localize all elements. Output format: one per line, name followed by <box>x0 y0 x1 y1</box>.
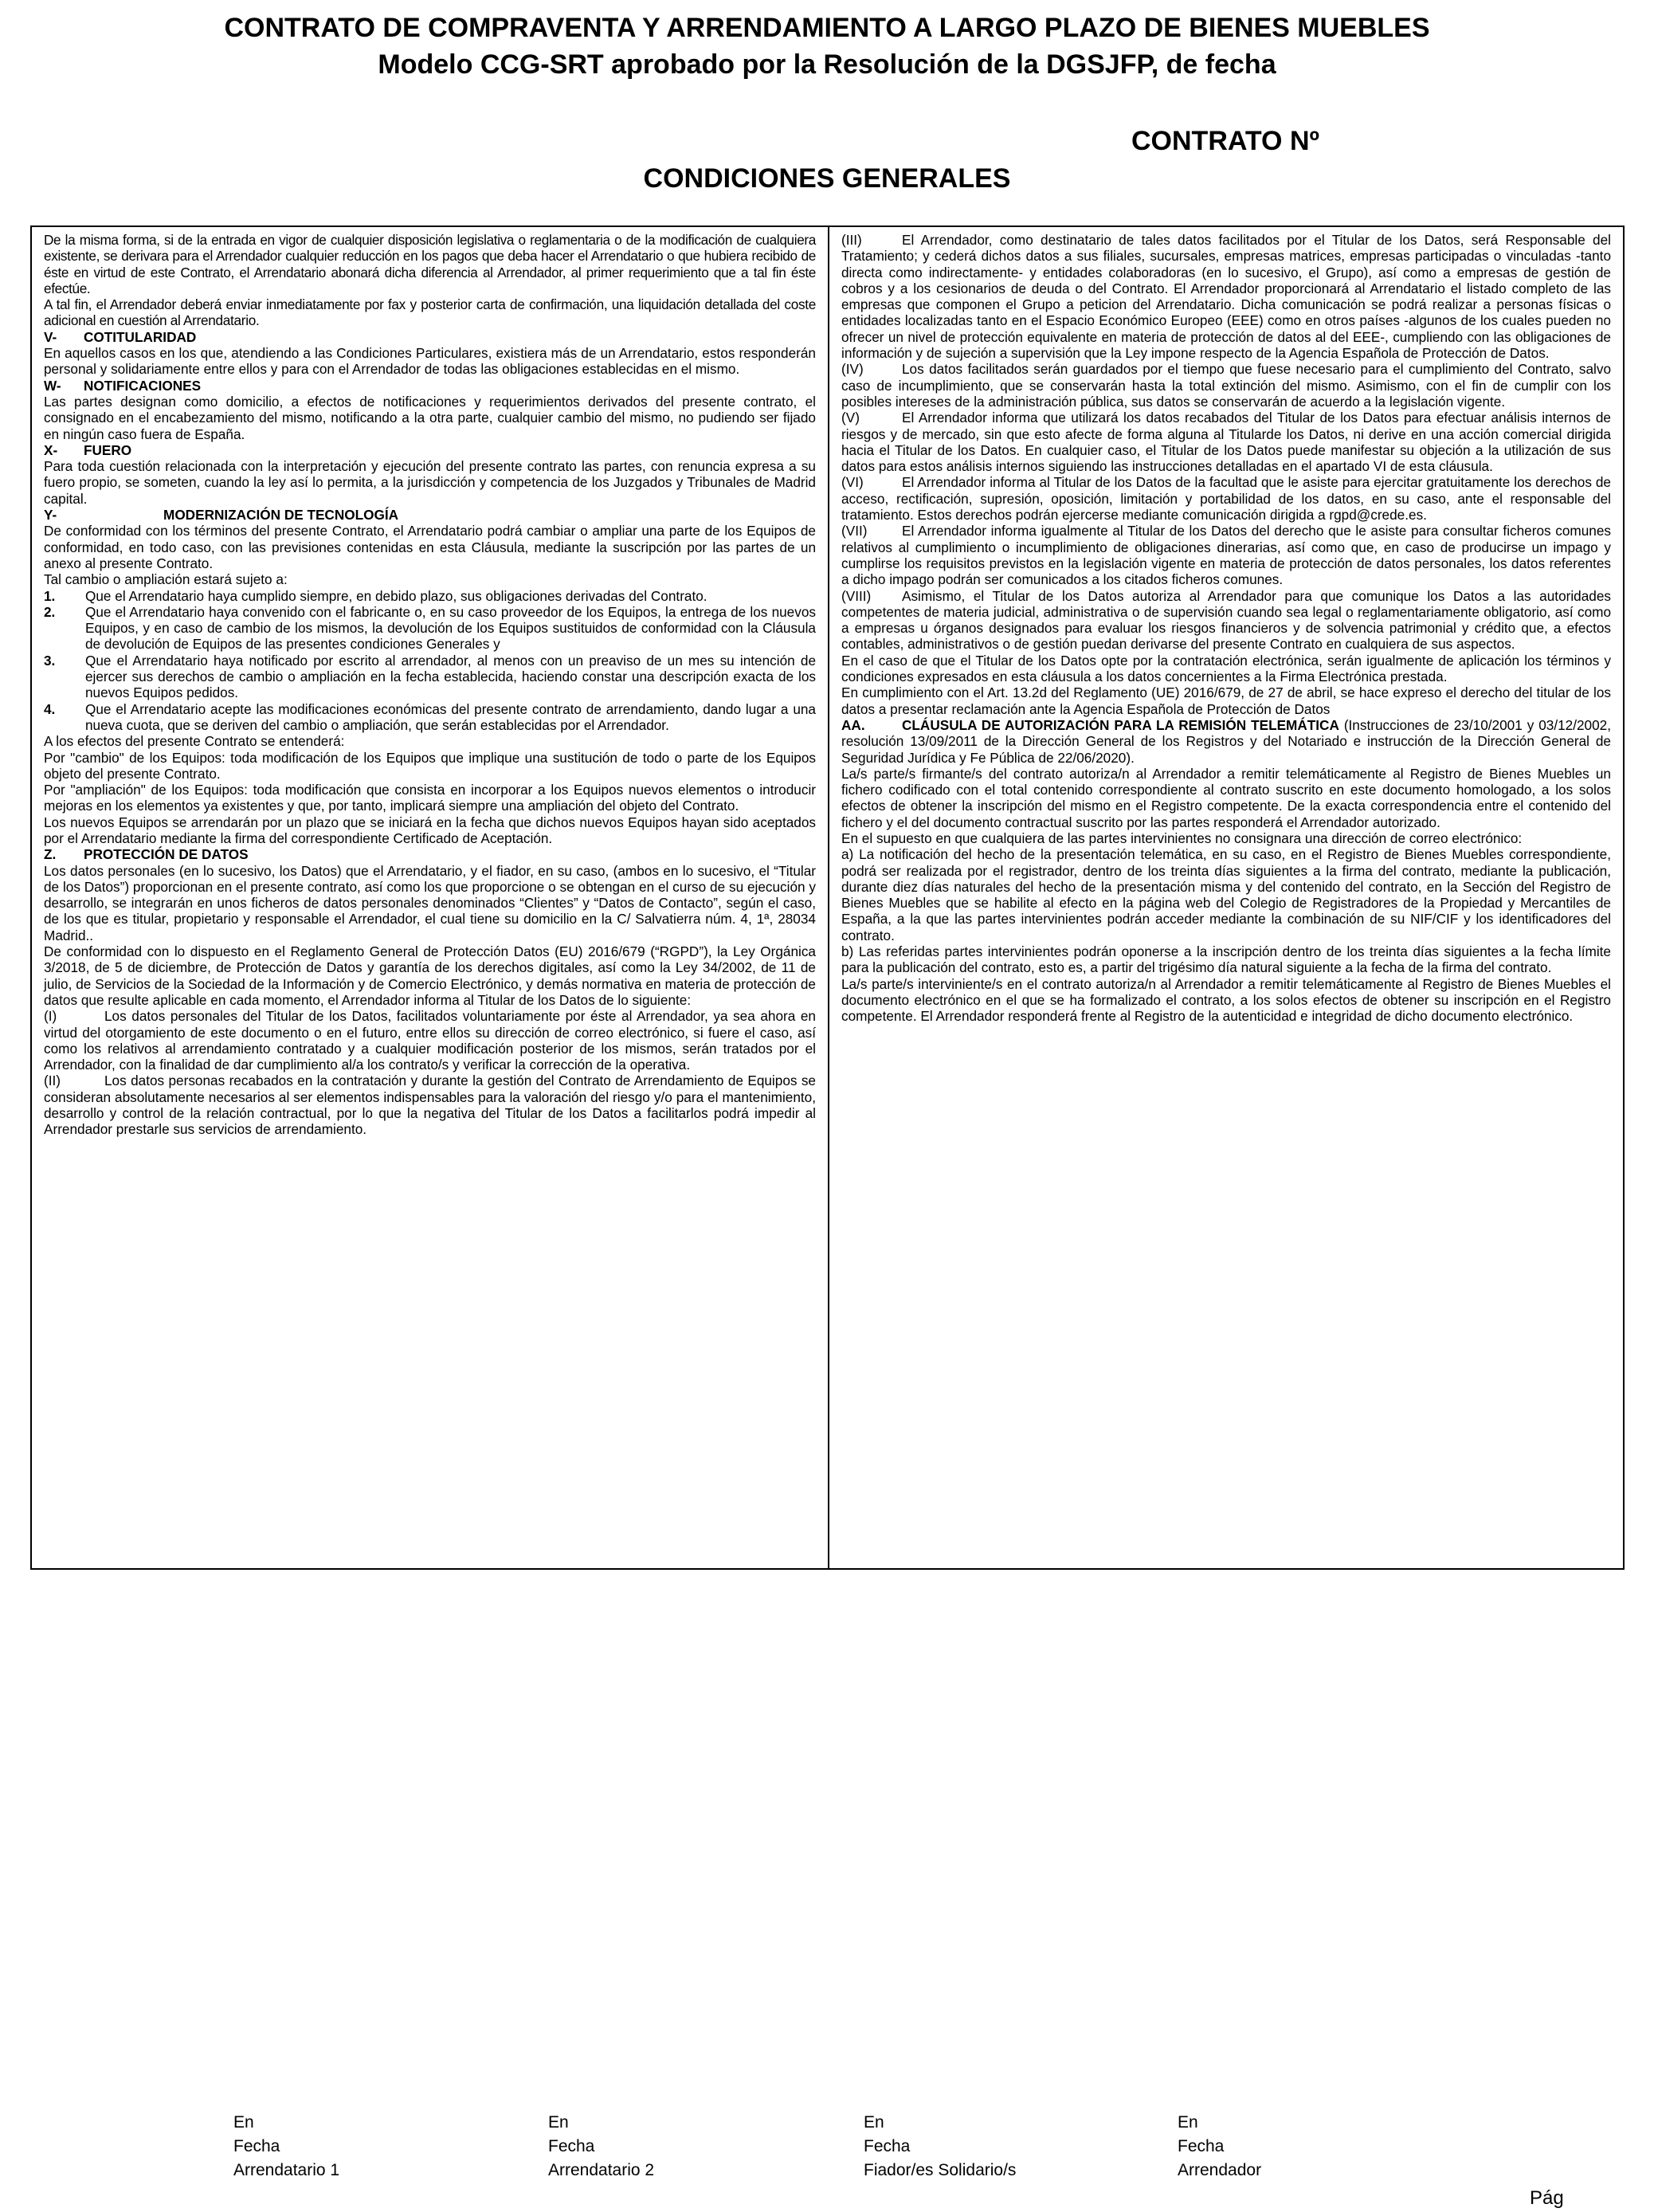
document-subtitle: Modelo CCG-SRT aprobado por la Resolución de la DGSJFP, de fecha <box>378 49 1276 80</box>
left-column <box>32 227 829 1568</box>
paragraph: Para toda cuestión relacionada con la interpretación y ejecución del presente contrato las partes, con renuncia expresa a su fuero propio, se someten, cuando la ley así lo permita, a la jurisdicción y competencia de los Juzgados y Tribunales de Madrid capital. <box>44 458 816 507</box>
contract-number-label: CONTRATO Nº <box>1131 126 1319 156</box>
paragraph: A los efectos del presente Contrato se entenderá: <box>44 733 345 750</box>
paragraph: En cumplimiento con el Art. 13.2d del Reglamento (UE) 2016/679, de 27 de abril, se hace expreso el derecho del titular de los datos a presentar reclamación ante la Agencia Española de Protección de Datos <box>841 684 1611 717</box>
paragraph: De la misma forma, si de la entrada en vigor de cualquier disposición legislativa o reglamentaria o de la modificación de cualquiera existente, se derivara para el Arrendador cualquier reducción en los pagos que deba hacer el Arrendatario o que hubiera recibido de éste en virtud de este Contrato, el Arrendatario abonará dicha diferencia al Arrendador, al primer requerimiento que a tal fin éste efectúe. <box>44 232 816 296</box>
paragraph: Por "cambio" de los Equipos: toda modificación de los Equipos que implique una sustitución de todo o parte de los Equipos objeto del presente Contrato. <box>44 749 816 782</box>
page-number: Pág <box>1530 2187 1564 2209</box>
document-title: CONTRATO DE COMPRAVENTA Y ARRENDAMIENTO A LARGO PLAZO DE BIENES MUEBLES <box>224 13 1430 43</box>
roman-item: (III) El Arrendador, como destinatario de tales datos facilitados por el Titular de los Datos, será Responsable del Tratamiento; y cederá dichos datos a sus filiales, sucursales, empresas matrices, empresas participadas o vinculadas -tanto directa como indirectamente- y entidades colaboradoras (en lo sucesivo, el Grupo), así como a empresas de gestión de cobros y a los cesionarios de deuda o del Contrato. El Arrendador proporcionará al Arrendatario el listado completo de las empresas que componen el Grupo a peticion del Arrendatario. Dicha comunicación se podrá realizar a personas físicas o entidades localizadas tanto en el Espacio Económico Europeo (EEE) como en otros países -algunos de los cuales pueden no ofrecer un nivel de protección equivalente en materia de protección de datos al del EEE-, cumpliendo con las obligaciones de información y de sujeción a supervisión que la Ley impone respecto de la Agencia Española de Protección de Datos. <box>841 232 1611 362</box>
roman-item: (V) El Arrendador informa que utilizará los datos recabados del Titular de los Datos para efectuar análisis internos de riesgos y de mercado, sin que esto afecte de forma alguna al Titularde los Datos, ni derive en una acción comercial dirigida hacia el Titular de los Datos. En cualquier caso, el Titular de los Datos puede manifestar su objeción a la utilización de sus datos para estos análisis internos siguiendo las instrucciones detalladas en el apartado VI de esta cláusula. <box>841 410 1611 475</box>
right-column <box>829 227 1623 1568</box>
paragraph: Los nuevos Equipos se arrendarán por un plazo que se iniciará en la fecha que dichos nuevos Equipos hayan sido aceptados por el Arrendatario mediante la firma del correspondiente Certificado de Aceptación. <box>44 814 816 846</box>
signature-block-arrendatario-2: En Fecha Arrendatario 2 <box>548 2113 655 2179</box>
list-item: 3. Que el Arrendatario haya notificado por escrito al arrendador, al menos con un preaviso de un mes su intención de ejercer sus derechos de cambio o ampliación en la fecha establecida, haciendo constar una descripción exacta de los nuevos Equipos pedidos. <box>44 652 816 701</box>
signature-block-arrendador: En Fecha Arrendador <box>1178 2113 1262 2179</box>
paragraph: De conformidad con los términos del presente Contrato, el Arrendatario podrá cambiar o ampliar una parte de los Equipos de conformidad, en todo caso, con las previsiones contenidas en esta Cláusula, mediante la suscripción por las partes de un anexo al presente Contrato. <box>44 523 816 571</box>
signature-block-fiador: En Fecha Fiador/es Solidario/s <box>864 2113 1017 2179</box>
conditions-box <box>30 226 1625 1570</box>
roman-item: (VIII) Asimismo, el Titular de los Datos autoriza al Arrendador para que comunique los Datos a las autoridades competentes de materia judicial, administrativa o de supervisión cuando sea legal o reglamentariamente obligatorio, así como a empresas u órganos designados para evaluar los riesgos financieros y de solvencia patrimonial y crédito que, a efectos contables, administrativos o de gestión puedan derivarse del presente Contrato en cualquiera de sus aspectos. <box>841 587 1611 653</box>
list-item: 4. Que el Arrendatario acepte las modificaciones económicas del presente contrato de arrendamiento, dando lugar a una nueva cuota, que se deriven del cambio o ampliación, que serán establecidas por el Arrendador. <box>44 700 816 733</box>
paragraph: Las partes designan como domicilio, a efectos de notificaciones y requerimientos derivados del presente contrato, el consignado en el encabezamiento del mismo, notificando a la otra parte, cualquier cambio del mismo, no pudiendo ser fijado en ningún caso fuera de España. <box>44 393 816 442</box>
list-item: 2. Que el Arrendatario haya convenido con el fabricante o, en su caso proveedor de los Equipos, la entrega de los nuevos Equipos, y en caso de cambio de los mismos, la devolución de los Equipos sustituidos de conformidad con la Cláusula de devolución de Equipos de las presentes condiciones Generales y <box>44 603 816 653</box>
paragraph: En aquellos casos en los que, atendiendo a las Condiciones Particulares, existiera más de un Arrendatario, estos responderán personal y solidariamente entre ellos y para con el Arrendador de todas las obligaciones establecidas en el mismo. <box>44 345 816 378</box>
paragraph: En el caso de que el Titular de los Datos opte por la contratación electrónica, serán igualmente de aplicación los términos y condiciones expresados en esta cláusula a los datos concernientes a la Firma Electrónica prestada. <box>841 652 1611 685</box>
roman-item: (VII) El Arrendador informa igualmente al Titular de los Datos del derecho que le asiste para consultar ficheros comunes relativos al cumplimiento o incumplimiento de obligaciones dinerarias, así como que, en caso de producirse un impago y cumplirse los requisitos previstos en la legislación vigente en materia de protección de datos personales, los datos referentes a dicho impago podrán ser comunicados a los citados ficheros comunes. <box>841 523 1611 588</box>
paragraph: b) Las referidas partes intervinientes podrán oponerse a la inscripción dentro de los treinta días siguientes a la fecha límite para la publicación del contrato, esto es, a partir del trigésimo día natural siguiente a la fecha de la firma del contrato. <box>841 943 1611 976</box>
clause-heading-x: X- FUERO <box>44 441 132 458</box>
roman-item: (I) Los datos personales del Titular de los Datos, facilitados voluntariamente por éste al Arrendador, ya sea ahora en virtud del otorgamiento de este documento o en el futuro, entre ellos su dirección de correo electrónico, si fuere el caso, así como los relativos al arrendamiento contratado y a cualquier modificación posterior de los mismos, serán tratados por el Arrendador, con la finalidad de dar cumplimiento al/a los contrato/s y verificar la corrección de la operativa. <box>44 1008 816 1073</box>
paragraph: En el supuesto en que cualquiera de las partes intervinientes no consignara una dirección de correo electrónico: <box>841 830 1523 846</box>
roman-item: (II) Los datos personas recabados en la contratación y durante la gestión del Contrato de Arrendamiento de Equipos se consideran absolutamente necesarios al ser elementos indispensables para la valoración del riesgo y/o para el mantenimiento, desarrollo y control de la relación contractual, por lo que la negativa del Titular de los Datos a facilitarlos podrá impedir al Arrendador prestarle sus servicios de arrendamiento. <box>44 1073 816 1138</box>
signature-block-arrendatario-1: En Fecha Arrendatario 1 <box>233 2113 340 2179</box>
clause-heading-v: V- COTITULARIDAD <box>44 328 197 345</box>
clause-heading-aa: AA. CLÁUSULA DE AUTORIZACIÓN PARA LA REMISIÓN TELEMÁTICA (Instrucciones de 23/10/2001 y 03/12/2002, resolución 13/09/2011 de la Dirección General de los Registros y del Notariado e instrucción de la Dirección General de Seguridad Jurídica y Fe Pública de 22/06/2020). <box>841 716 1611 766</box>
section-title: CONDICIONES GENERALES <box>643 163 1011 194</box>
roman-item: (VI) El Arrendador informa al Titular de los Datos de la facultad que le asiste para ejercitar gratuitamente los derechos de acceso, rectificación, supresión, oposición, limitación y portabilidad de los datos, en su caso, ante el responsable del tratamiento. Estos derechos podrán ejercerse mediante comunicación dirigida a rgpd@crede.es. <box>841 474 1611 524</box>
paragraph: De conformidad con lo dispuesto en el Reglamento General de Protección Datos (EU) 2016/679 (“RGPD”), la Ley Orgánica 3/2018, de 5 de diciembre, de Protección de Datos y garantía de los derechos digitales, así como la Ley 34/2002, de 11 de julio, de Servicios de la Sociedad de la Información y de Comercio Electrónico, y demás normativa en materia de protección de datos que resulte aplicable en cada momento, el Arrendador informa al Titular de los Datos de lo siguiente: <box>44 943 816 1008</box>
paragraph: Los datos personales (en lo sucesivo, los Datos) que el Arrendatario, y el fiador, en su caso, (ambos en lo sucesivo, el “Titular de los Datos”) proporcionan en el presente contrato, así como los que proporcione o se obtengan en el curso de su ejecución y desarrollo, se integrarán en unos ficheros de datos personales denominados “Clientes” y “Datos de Contacto”, según el caso, de los que es titular, propietario y responsable el Arrendador, el cual tiene su domicilio en la C/ Salvatierra núm. 4, 1ª, 28034 Madrid.. <box>44 862 816 943</box>
clause-heading-w: W- NOTIFICACIONES <box>44 377 202 394</box>
list-item: 1. Que el Arrendatario haya cumplido siempre, en debido plazo, sus obligaciones derivadas del Contrato. <box>44 587 707 604</box>
paragraph: A tal fin, el Arrendador deberá enviar inmediatamente por fax y posterior carta de confirmación, una liquidación detallada del coste adicional en cuestión al Arrendatario. <box>44 296 816 329</box>
clause-heading-z: Z. PROTECCIÓN DE DATOS <box>44 846 249 863</box>
paragraph: La/s parte/s interviniente/s en el contrato autoriza/n al Arrendador a remitir telemáticamente al Registro de Bienes Muebles el documento electrónico en el que se ha formalizado el contrato, a los solos efectos de obtener su inscripción en el Registro competente. El Arrendador responderá frente al Registro de la autenticidad e integridad de dicho documento electrónico. <box>841 975 1611 1025</box>
paragraph: Tal cambio o ampliación estará sujeto a: <box>44 571 288 588</box>
paragraph: La/s parte/s firmante/s del contrato autoriza/n al Arrendador a remitir telemáticamente al Registro de Bienes Muebles un fichero codificado con el total contenido correspondiente al contrato suscrito en este documento homologado, a los solos efectos de obtener la inscripción del mismo en el Registro competente. De la exacta correspondencia entre el contenido del fichero y el del documento contractual suscrito por las partes responderá el Arrendador autorizado. <box>841 765 1611 830</box>
roman-item: (IV) Los datos facilitados serán guardados por el tiempo que fuese necesario para el cumplimiento del Contrato, salvo caso de incumplimiento, que se conservarán hasta la total extinción del mismo. Asimismo, con el fin de cumplir con los posibles intereses de la administración pública, sus datos se conservarán de acuerdo a la legislación vigente. <box>841 361 1611 410</box>
paragraph: Por "ampliación" de los Equipos: toda modificación que consista en incorporar a los Equipos nuevos elementos o introducir mejoras en los elementos ya existentes y que, por tanto, implicará siempre una ampliación del objeto del Contrato. <box>44 782 816 814</box>
clause-heading-y: Y- MODERNIZACIÓN DE TECNOLOGÍA <box>44 507 399 524</box>
paragraph: a) La notificación del hecho de la presentación telemática, en su caso, en el Registro de Bienes Muebles correspondiente, podrá ser realizada por el registrador, dentro de los treinta días siguientes a la firma del contrato, mediante la publicación, durante diez días naturales del hecho de la presentación misma y del contenido del contrato, en la Sección del Registro de Bienes Muebles que se habilite al efecto en la página web del Colegio de Registradores de la Propiedad y Mercantiles de España, a la que las partes intervinientes podrán acceder mediante la combinación de su NIF/CIF y los identificadores del contrato. <box>841 846 1611 943</box>
